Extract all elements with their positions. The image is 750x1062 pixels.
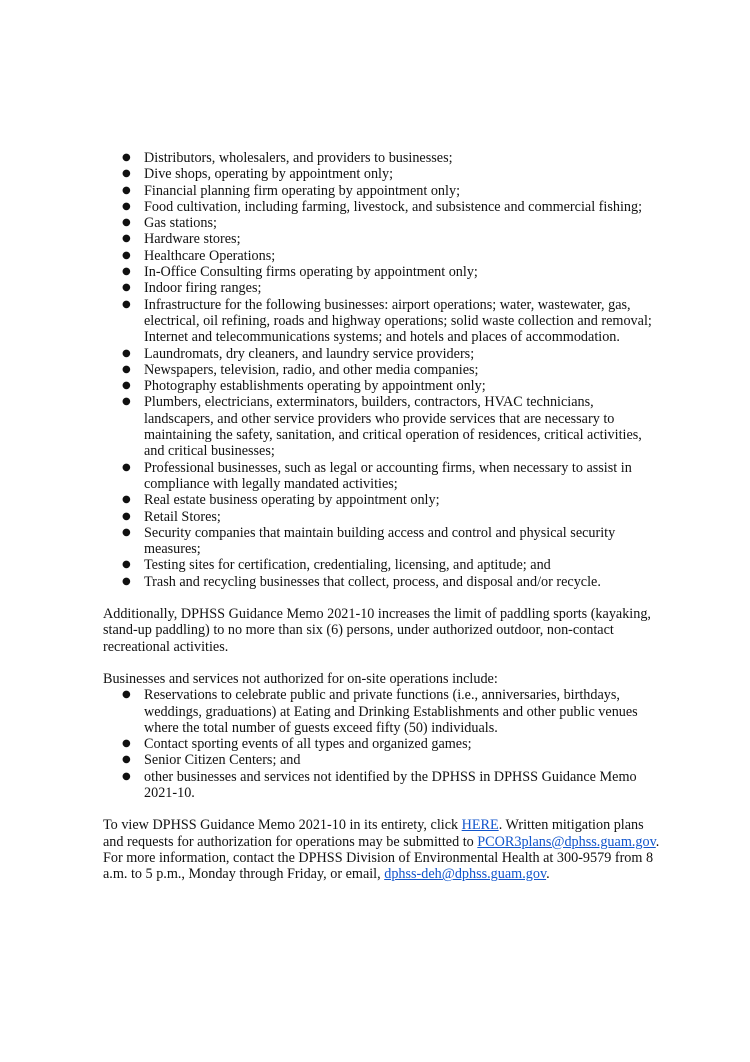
list-item: ● Photography establishments operating by appointment only; <box>103 378 663 394</box>
list-item: ● Infrastructure for the following businesses: airport operations; water, wastewater, gas, electrical, oil refining, roads and highway operations; solid waste collection and removal; Internet and telecommunications systems; and hotels and places of accommodation. <box>103 297 663 346</box>
closing-paragraph <box>103 817 663 882</box>
list-item: ● Gas stations; <box>103 215 663 231</box>
here-link[interactable]: HERE <box>461 817 499 834</box>
closing-text-3: . For more information, contact the DPHSS Division of Environmental Health at 300-9579 from 8 a.m. to 5 p.m., Monday through Friday, or email, <box>103 833 660 883</box>
authorized-businesses-list <box>103 150 663 590</box>
document-body <box>103 150 663 882</box>
list-item: ● Dive shops, operating by appointment only; <box>103 166 663 182</box>
list-item: ● other businesses and services not identified by the DPHSS in DPHSS Guidance Memo 2021-10. <box>103 769 663 802</box>
list-item: ● Retail Stores; <box>103 509 663 525</box>
list-item: ● Laundromats, dry cleaners, and laundry service providers; <box>103 346 663 362</box>
list-item: ● Security companies that maintain building access and control and physical security measures; <box>103 525 663 558</box>
list-item: ● Testing sites for certification, credentialing, licensing, and aptitude; and <box>103 557 663 573</box>
closing-text-2: . Written mitigation plans and requests for authorization for operations may be submitted to <box>103 817 644 850</box>
list-item: ● Plumbers, electricians, exterminators, builders, contractors, HVAC technicians, landscapers, and other service providers who provide services that are necessary to maintaining the safety, sanitation, and critical operation of residences, critical activities, and critical businesses; <box>103 394 663 459</box>
list-item: ● Healthcare Operations; <box>103 248 663 264</box>
closing-text-1: To view DPHSS Guidance Memo 2021-10 in its entirety, click <box>103 817 462 834</box>
list-item: ● Real estate business operating by appointment only; <box>103 492 663 508</box>
list-item: ● Contact sporting events of all types and organized games; <box>103 736 663 752</box>
list-item: ● Hardware stores; <box>103 231 663 247</box>
list-item: ● Indoor firing ranges; <box>103 280 663 296</box>
pcor3plans-email-link[interactable]: PCOR3plans@dphss.guam.gov <box>477 833 656 850</box>
list-item: ● Distributors, wholesalers, and providers to businesses; <box>103 150 663 166</box>
not-authorized-heading: Businesses and services not authorized for on-site operations include: <box>103 670 498 687</box>
list-item: ● Trash and recycling businesses that collect, process, and disposal and/or recycle. <box>103 574 663 590</box>
list-item: ● Food cultivation, including farming, livestock, and subsistence and commercial fishing; <box>103 199 663 215</box>
paddling-paragraph: Additionally, DPHSS Guidance Memo 2021-10 increases the limit of paddling sports (kayaking, stand-up paddling) to no more than six (6) persons, under authorized outdoor, non-contact recreational activities. <box>103 606 651 655</box>
list-item: ● Newspapers, television, radio, and other media companies; <box>103 362 663 378</box>
list-item: ● In-Office Consulting firms operating by appointment only; <box>103 264 663 280</box>
list-item: ● Financial planning firm operating by appointment only; <box>103 183 663 199</box>
list-item: ● Professional businesses, such as legal or accounting firms, when necessary to assist in compliance with legally mandated activities; <box>103 460 663 493</box>
dphss-deh-email-link[interactable]: dphss-deh@dphss.guam.gov <box>384 866 547 883</box>
not-authorized-list <box>103 687 663 801</box>
list-item: ● Reservations to celebrate public and private functions (i.e., anniversaries, birthdays, weddings, graduations) at Eating and Drinking Establishments and other public venues where the total number of guests exceed fifty (50) individuals. <box>103 687 663 736</box>
closing-text-4: . <box>546 866 550 883</box>
list-item: ● Senior Citizen Centers; and <box>103 752 663 768</box>
